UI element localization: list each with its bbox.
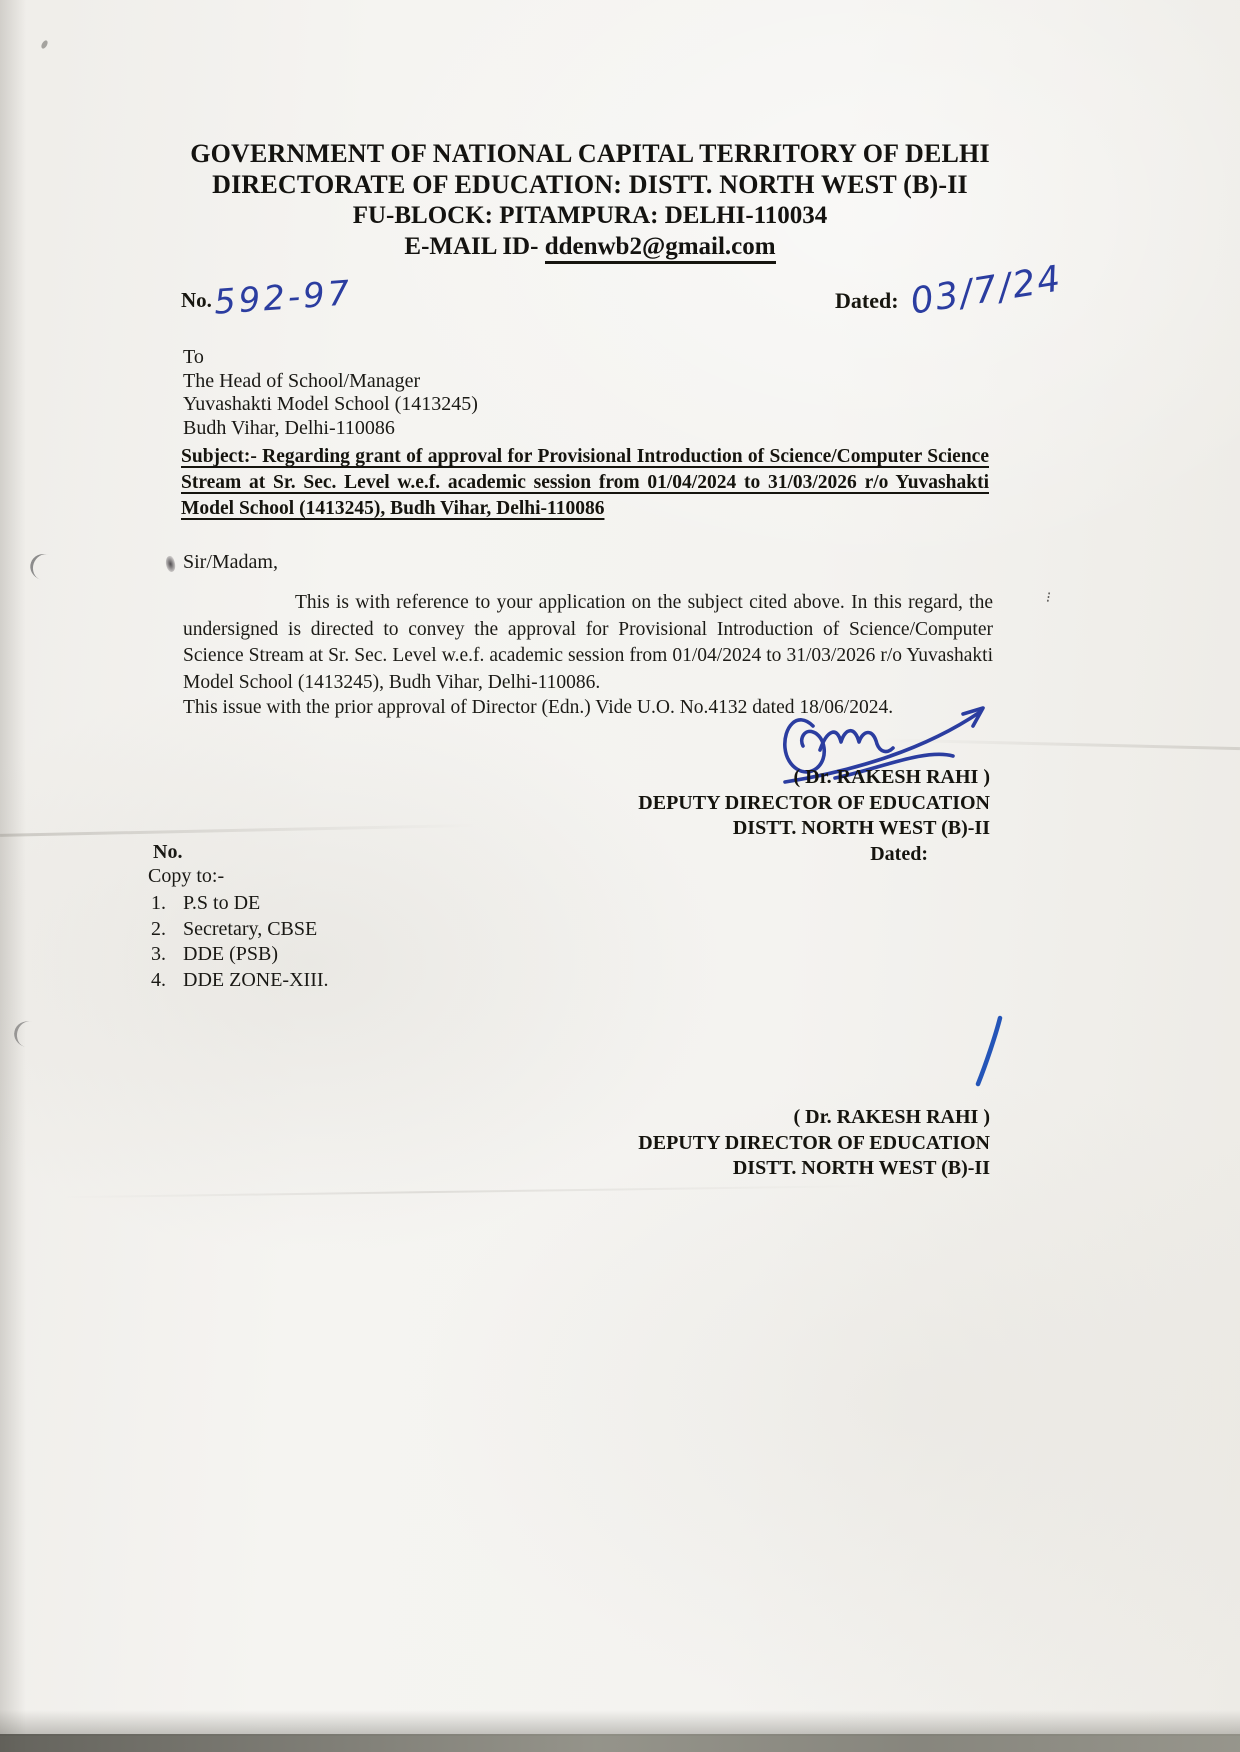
recipient-to: To [183, 346, 204, 368]
signatory-title-1: DEPUTY DIRECTOR OF EDUCATION [638, 1131, 990, 1154]
copy-to-item [148, 968, 329, 994]
signatory-title-2: DISTT. NORTH WEST (B)-II [732, 817, 990, 839]
copy-to-heading: Copy to:- [148, 865, 225, 887]
salutation: Sir/Madam, [183, 551, 278, 573]
copy-to-block [148, 840, 329, 993]
copy-item-text: DDE (PSB) [183, 943, 279, 965]
copy-item-number: 1. [151, 892, 166, 914]
copy-to-item [148, 891, 329, 917]
dated-handwritten: 03/7/24 [907, 258, 1066, 323]
copy-item-number: 2. [151, 917, 166, 940]
copy-no-label: No. [153, 841, 183, 863]
ink-speck-artifact [40, 39, 49, 49]
copy-item-number: 3. [151, 943, 166, 965]
scan-edge-shadow [0, 0, 26, 1752]
signatory-dated-label: Dated: [870, 842, 928, 865]
ref-no-handwritten: 592-97 [212, 273, 354, 323]
signatory-block-1 [470, 765, 990, 867]
email-address: ddenwb2@gmail.com [545, 233, 776, 264]
copy-item-text: Secretary, CBSE [183, 917, 318, 940]
letterhead-line-2: DIRECTORATE OF EDUCATION: DISTT. NORTH WEST (B)-II [212, 170, 968, 199]
letterhead [30, 138, 1150, 263]
ink-speck-artifact: ⁝ [1044, 589, 1051, 607]
body-paragraph-2: This issue with the prior approval of Director (Edn.) Vide U.O. No.4132 dated 18/06/2024. [183, 697, 894, 718]
copy-item-text: P.S to DE [183, 892, 261, 914]
copy-to-item [148, 942, 329, 968]
scan-bottom-edge [0, 1734, 1240, 1752]
dated-label: Dated: [835, 288, 899, 313]
signatory-name: ( Dr. RAKESH RAHI ) [793, 1106, 990, 1128]
ref-no-label: No. [181, 288, 212, 312]
subject-line: Subject:- Regarding grant of approval for Provisional Introduction of Science/Computer Science Stream at Sr. Sec. Level w.e.f. academic session from 01/04/2024 to 31/03/2026 r/o Yuvashakti Model School (1413245), Budh Vihar, Delhi-110086 [181, 446, 989, 519]
reference-line [0, 258, 1240, 342]
signatory-title-2: DISTT. NORTH WEST (B)-II [732, 1157, 990, 1179]
signatory-name: ( Dr. RAKESH RAHI ) [793, 766, 990, 788]
pen-slash-icon [968, 1012, 1008, 1092]
ink-blot-artifact [164, 555, 177, 573]
recipient-line-1: The Head of School/Manager [183, 369, 421, 392]
letterhead-email-line [30, 231, 1150, 263]
signatory-title-1: DEPUTY DIRECTOR OF EDUCATION [638, 791, 990, 814]
copy-item-number: 4. [151, 968, 166, 991]
letterhead-line-3: FU-BLOCK: PITAMPURA: DELHI-110034 [352, 202, 828, 229]
body-paragraph-1: This is with reference to your application on the subject cited above. In this regard, the undersigned is directed to convey the approval for Provisional Introduction of Science/Computer Science Stream at Sr. Sec. Level w.e.f. academic session from 01/04/2024 to 31/03/2026 r/o Yuvashakti Model School (1413245), Budh Vihar, Delhi-110086. [183, 592, 993, 693]
margin-pen-mark [27, 550, 67, 585]
recipient-line-2: Yuvashakti Model School (1413245) [183, 393, 478, 415]
signatory-block-2 [470, 1105, 990, 1182]
copy-item-text: DDE ZONE-XIII. [183, 968, 329, 991]
copy-to-item [148, 917, 329, 943]
email-label: E-MAIL ID- [404, 233, 545, 260]
copy-to-list [148, 891, 329, 993]
paper-crease [60, 1184, 960, 1199]
recipient-line-3: Budh Vihar, Delhi-110086 [183, 416, 395, 439]
letterhead-line-1: GOVERNMENT OF NATIONAL CAPITAL TERRITORY OF DELHI [190, 139, 990, 168]
recipient-address [183, 346, 478, 440]
scan-edge-shadow [0, 1710, 1240, 1736]
